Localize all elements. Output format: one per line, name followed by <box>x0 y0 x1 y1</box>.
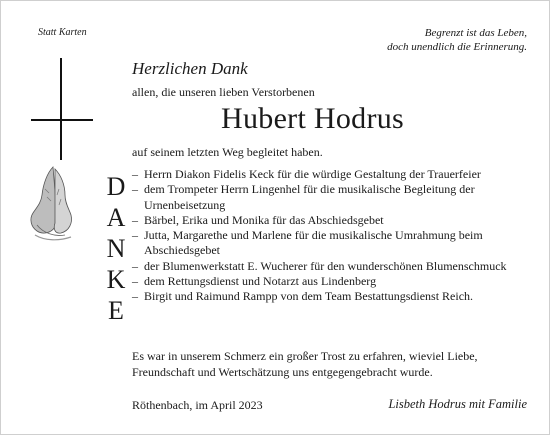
danke-letter: A <box>106 203 126 232</box>
danke-letter: E <box>108 296 124 325</box>
list-item-text: Birgit und Raimund Rampp von dem Team Bestattungsdienst Reich. <box>144 289 474 304</box>
dash: – <box>132 289 138 304</box>
list-item-text: Bärbel, Erika und Monika für das Abschiedsgebet <box>144 212 384 227</box>
danke-vertical <box>101 171 131 326</box>
praying-hands-icon <box>25 163 85 243</box>
quote-line-2: doch unendlich die Erinnerung. <box>387 41 527 53</box>
dash: – <box>132 212 138 227</box>
dash: – <box>132 258 138 273</box>
dash: – <box>132 228 138 243</box>
list-item-text: der Blumenwerkstatt E. Wucherer für den wunderschönen Blumenschmuck <box>144 258 507 273</box>
thanks-list <box>132 167 532 305</box>
list-item-text: Herrn Diakon Fidelis Keck für die würdige Gestaltung der Trauerfeier <box>144 167 481 181</box>
list-item <box>132 289 532 304</box>
closing-text: Es war in unserem Schmerz ein großer Trost zu erfahren, wieviel Liebe, Freundschaft und Wertschätzung uns entgegengebracht wurde. <box>132 349 478 379</box>
list-item-text: dem Trompeter Herrn Lingenhel für die musikalische Begleitung der Urnenbeisetzung <box>144 182 475 212</box>
list-item <box>132 213 532 228</box>
intro-line-1: allen, die unseren lieben Verstorbenen <box>132 85 315 99</box>
quote-line-1: Begrenzt ist das Leben, <box>424 27 527 39</box>
cross-horizontal <box>31 119 93 121</box>
dash: – <box>132 167 138 181</box>
list-item-text: Jutta, Margarethe und Marlene für die musikalische Umrahmung beim Abschiedsgebet <box>144 228 483 258</box>
list-item <box>132 274 532 289</box>
list-item <box>132 228 532 259</box>
deceased-name: Hubert Hodrus <box>221 102 405 135</box>
signature: Lisbeth Hodrus mit Familie <box>388 397 527 411</box>
list-item <box>132 167 532 182</box>
intro-line-2: auf seinem letzten Weg begleitet haben. <box>132 145 323 159</box>
list-item <box>132 259 532 274</box>
danke-letter: N <box>106 234 126 263</box>
danke-letter: D <box>106 172 126 201</box>
header-left: Statt Karten <box>38 27 87 38</box>
danke-letter: K <box>106 265 126 294</box>
place-date: Röthenbach, im April 2023 <box>132 398 263 412</box>
list-item-text: dem Rettungsdienst und Notarzt aus Lindenberg <box>144 274 377 289</box>
dash: – <box>132 274 138 289</box>
header-quote <box>387 26 527 54</box>
list-item <box>132 182 532 213</box>
thanks-heading: Herzlichen Dank <box>132 59 248 78</box>
cross-vertical <box>60 58 62 160</box>
dash: – <box>132 182 138 197</box>
